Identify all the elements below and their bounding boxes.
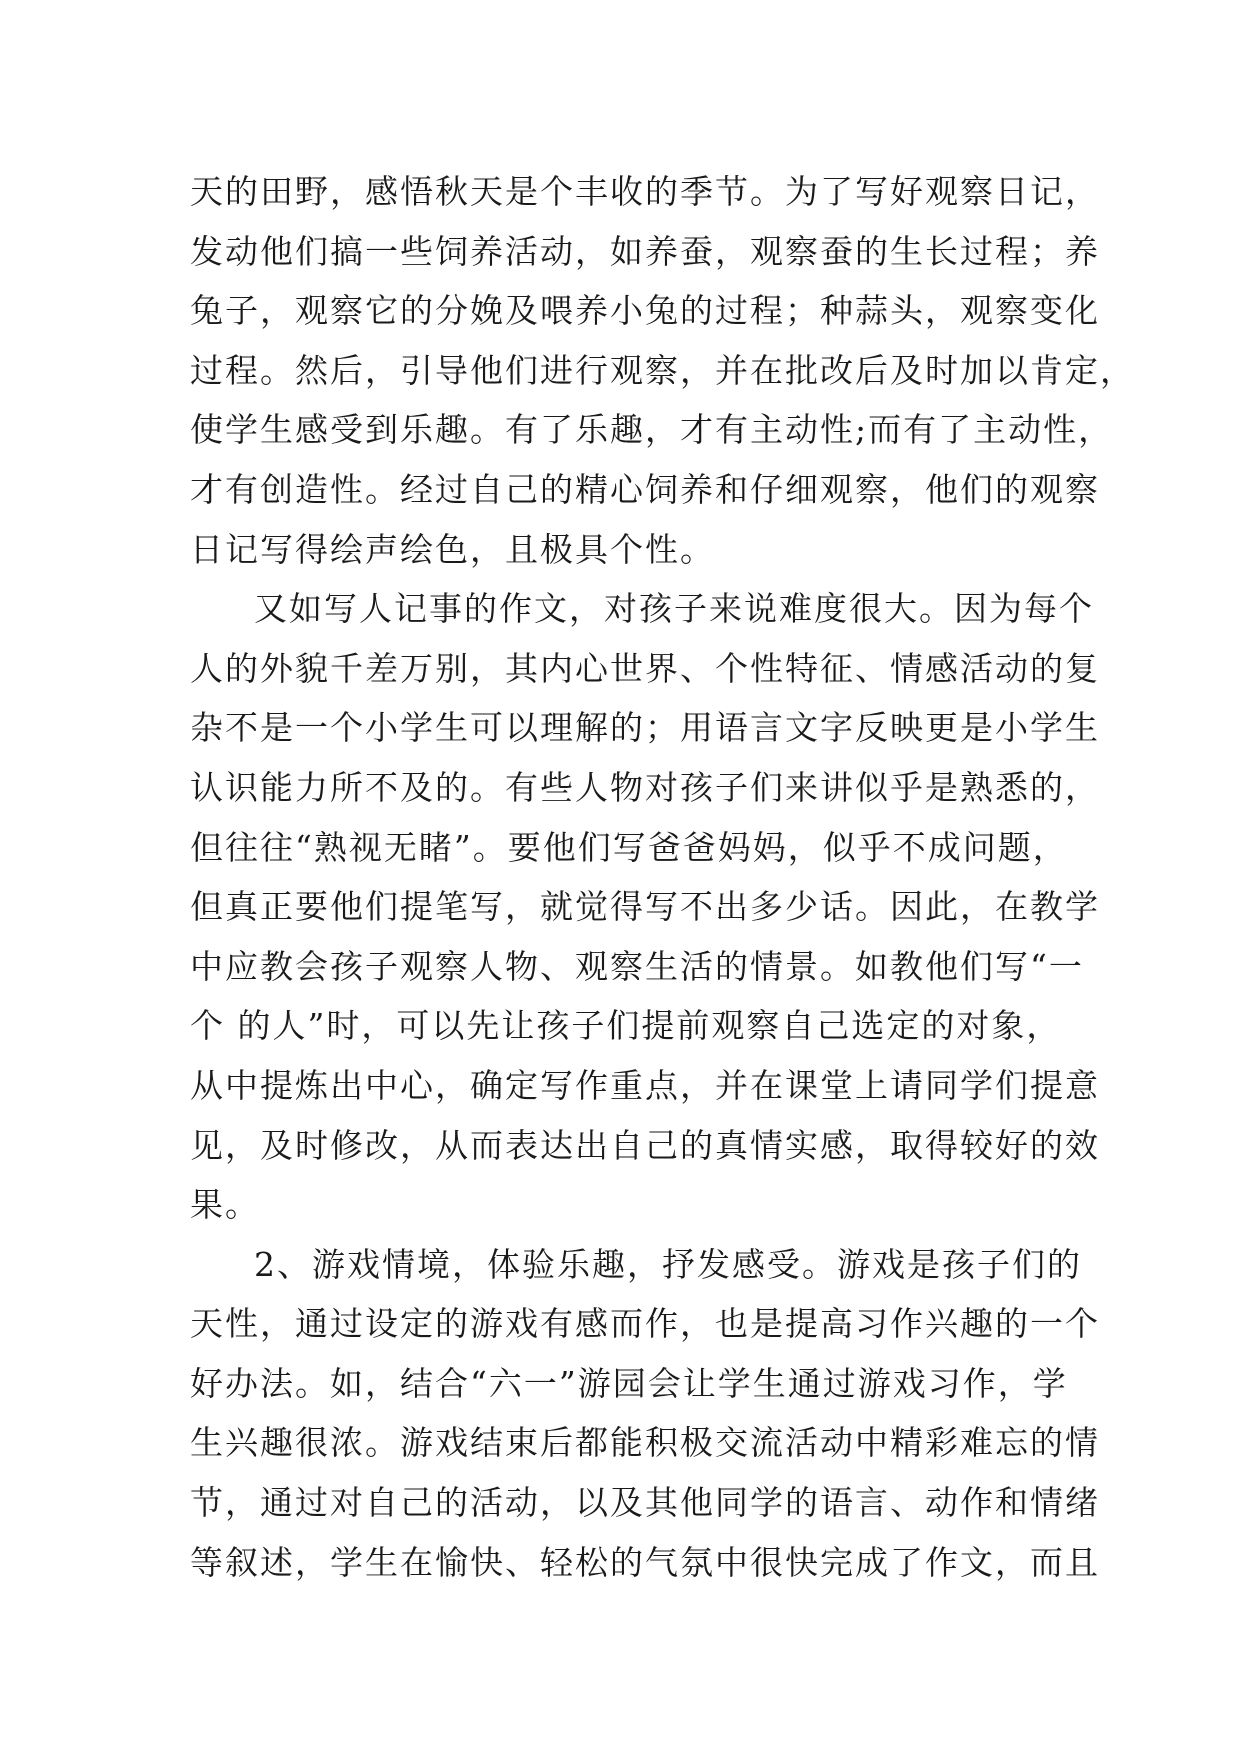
text-line: 使学生感受到乐趣。有了乐趣，才有主动性;而有了主动性，	[190, 410, 1114, 450]
text-line: 果。	[190, 1185, 260, 1225]
text-line: 从中提炼出中心，确定写作重点，并在课堂上请同学们提意	[190, 1065, 1100, 1105]
text-line: 但真正要他们提笔写，就觉得写不出多少话。因此，在教学	[190, 887, 1100, 927]
text-line: 见，及时修改，从而表达出自己的真情实感，取得较好的效	[190, 1125, 1100, 1165]
text-line: 杂不是一个小学生可以理解的；用语言文字反映更是小学生	[190, 708, 1100, 748]
text-line: 但往往“熟视无睹”。要他们写爸爸妈妈，似乎不成问题，	[190, 827, 1068, 867]
text-line: 天的田野，感悟秋天是个丰收的季节。为了写好观察日记，	[190, 172, 1100, 211]
text-line: 发动他们搞一些饲养活动，如养蚕，观察蚕的生长过程；养	[190, 231, 1100, 271]
text-line: 才有创造性。经过自己的精心饲养和仔细观察，他们的观察	[190, 469, 1100, 509]
text-line: 过程。然后，引导他们进行观察，并在批改后及时加以肯定，	[190, 350, 1135, 390]
paragraph-first-line: 2、游戏情境，体验乐趣，抒发感受。游戏是孩子们的	[254, 1244, 1082, 1284]
text-line: 认识能力所不及的。有些人物对孩子们来讲似乎是熟悉的，	[190, 767, 1100, 807]
text-line: 人的外貌千差万别，其内心世界、个性特征、情感活动的复	[190, 648, 1100, 688]
body-text	[190, 162, 1135, 1592]
paragraph-first-line: 又如写人记事的作文，对孩子来说难度很大。因为每个	[254, 589, 1094, 629]
text-line: 日记写得绘声绘色，且极具个性。	[190, 529, 715, 569]
text-line: 个 的人”时，可以先让孩子们提前观察自己选定的对象，	[190, 1006, 1062, 1046]
text-line: 兔子，观察它的分娩及喂养小兔的过程；种蒜头，观察变化	[190, 291, 1100, 331]
text-line: 等叙述，学生在愉快、轻松的气氛中很快完成了作文，而且	[190, 1542, 1100, 1582]
text-line: 中应教会孩子观察人物、观察生活的情景。如教他们写“一	[190, 946, 1084, 986]
text-line: 节，通过对自己的活动，以及其他同学的语言、动作和情绪	[190, 1483, 1100, 1523]
text-line: 好办法。如，结合“六一”游园会让学生通过游戏习作，学	[190, 1363, 1068, 1403]
text-line: 天性，通过设定的游戏有感而作，也是提高习作兴趣的一个	[190, 1304, 1100, 1344]
text-line: 生兴趣很浓。游戏结束后都能积极交流活动中精彩难忘的情	[190, 1423, 1100, 1463]
